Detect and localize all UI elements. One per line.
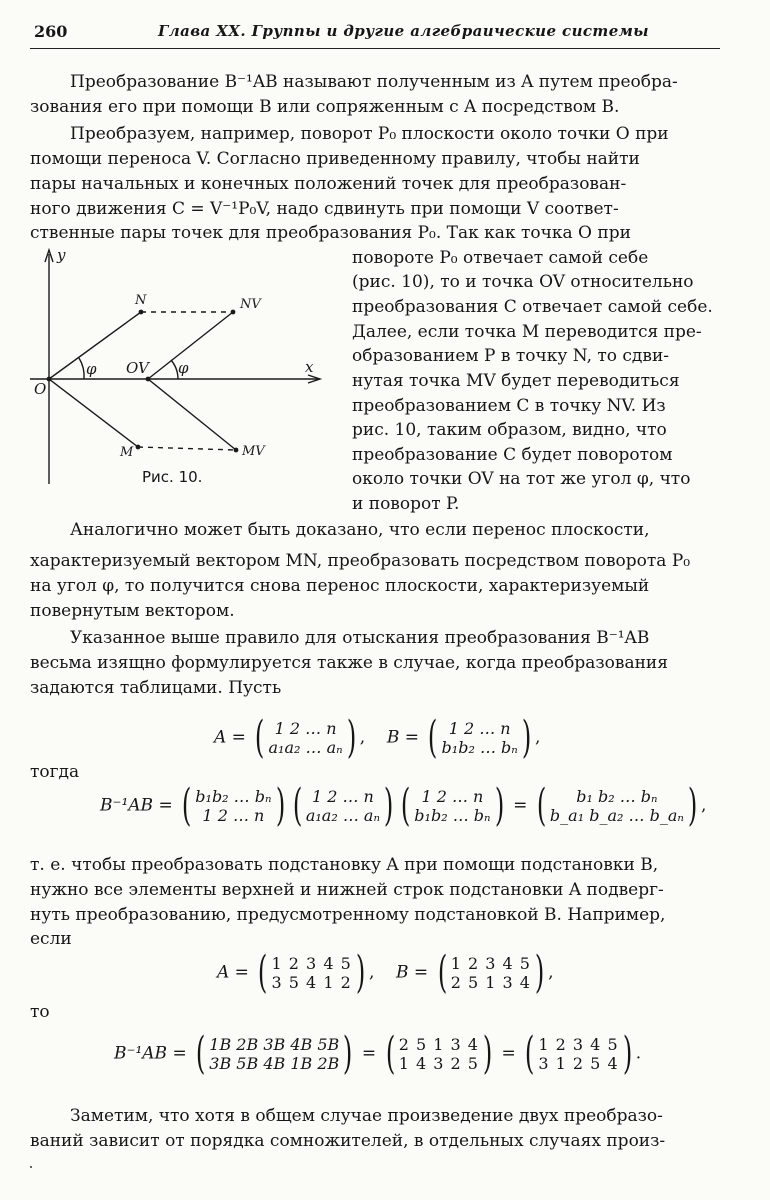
example-B-label: B = [395,962,429,983]
example-A-top: 1 2 3 4 5 [271,954,352,973]
r1-bottom: 3B 5B 4B 1B 2B [209,1054,340,1073]
r2-top: 2 5 1 3 4 [398,1035,479,1054]
example-A-bottom: 3 5 4 1 2 [271,973,352,992]
comma-4: , [368,962,375,983]
formula-example-result [114,1028,642,1079]
formula-A-label: A = [214,727,246,748]
p5-line3: задаются таблицами. Пусть [30,678,282,698]
matrix-m3: ( 1 2 … n b₁b₂ … bₙ ) [400,780,504,831]
m2-bottom: a₁a₂ … aₙ [305,806,380,825]
label-y: y [57,246,66,264]
label-OV: OV [126,359,149,377]
p3-line2: (рис. 10), то и точка OV относительно [352,272,694,292]
r1-top: 1B 2B 3B 4B 5B [209,1035,340,1054]
p3-line11: и поворот P. [352,494,460,514]
p2-line4: ного движения C = V⁻¹P₀V, надо сдвинуть при помощи V соответ- [30,199,619,219]
word-to: то [30,1002,50,1022]
matrix-example-A: ( 1 2 3 4 5 3 5 4 1 2 ) [258,947,366,998]
matrix-A-top: 1 2 … n [274,719,337,738]
matrix-A: ( 1 2 … n a₁a₂ … aₙ ) [255,712,356,763]
p6-line3: нуть преобразованию, предусмотренному подстановкой B. Например, [30,905,666,925]
matrix-r3: ( 1 2 3 4 5 3 1 2 5 4 ) [525,1028,632,1079]
figure-10 [28,244,333,494]
label-phi-2: φ [178,359,189,377]
m4-top: b₁ b₂ … bₙ [576,787,658,806]
matrix-m1: ( b₁b₂ … bₙ 1 2 … n ) [181,780,285,831]
p1-line2: зования его при помощи B или сопряженным с A посредством B. [30,97,620,117]
comma-1: , [359,727,366,748]
comma-5: , [548,962,554,983]
label-M: M [120,445,134,460]
angle-arc-O [79,358,84,379]
p3-line4: Далее, если точка M переводится пре- [352,322,702,342]
point-NV [231,310,236,315]
r3-bottom: 3 1 2 5 4 [538,1054,619,1073]
p3-line1: повороте P₀ отвечает самой себе [352,248,649,268]
ray-OV-NV [148,312,233,379]
p7-line2: ваний зависит от порядка сомножителей, в отдельных случаях произ- [30,1131,666,1151]
point-MV [234,448,239,453]
m2-top: 1 2 … n [311,787,374,806]
running-title: Глава XX. Группы и другие алгебраические системы [158,22,649,40]
formula-B-label: B = [386,727,419,748]
matrix-r1: ( 1B 2B 3B 4B 5B 3B 5B 4B 1B 2B ) [195,1028,353,1079]
comma-3: , [701,795,707,816]
angle-arc-OV [171,360,178,379]
label-MV: MV [242,444,265,459]
point-N [139,310,144,315]
p4-line2: характеризуемый вектором MN, преобразовать посредством поворота P₀ [30,551,691,571]
comma-2: , [534,727,541,748]
p5-line2: весьма изящно формулируется также в случае, когда преобразования [30,653,668,673]
label-x: x [305,358,314,376]
matrix-r2: ( 2 5 1 3 4 1 4 3 2 5 ) [385,1028,493,1079]
example-B-top: 1 2 3 4 5 [450,954,531,973]
page-header [30,20,720,49]
p2-line2: помощи переноса V. Согласно приведенному правилу, чтобы найти [30,149,640,169]
print-speck [30,1166,32,1168]
p3-line8: рис. 10, таким образом, видно, что [352,420,667,440]
r2-bottom: 1 4 3 2 5 [398,1054,479,1073]
r3-top: 1 2 3 4 5 [538,1035,619,1054]
p2-line3: пары начальных и конечных положений точек для преобразован- [30,174,627,194]
example-A-label: A = [217,962,249,983]
p4-line1: Аналогично может быть доказано, что если перенос плоскости, [70,520,650,540]
final-period: . [635,1043,642,1064]
equals-sign: = [513,795,528,816]
p3-line9: преобразование C будет поворотом [352,445,673,465]
p4-line3: на угол φ, то получится снова перенос плоскости, характеризуемый [30,576,650,596]
p2-line1: Преобразуем, например, поворот P₀ плоскости около точки O при [70,124,669,144]
label-N: N [135,293,147,308]
p6-line2: нужно все элементы верхней и нижней строк подстановки A подверг- [30,880,664,900]
p3-line7: преобразованием C в точку NV. Из [352,396,666,416]
p5-line1: Указанное выше правило для отыскания преобразования B⁻¹AB [70,628,650,648]
m4-bottom: b_a₁ b_a₂ … b_aₙ [549,806,684,825]
matrix-B: ( 1 2 … n b₁b₂ … bₙ ) [428,712,532,763]
formula-A-B [214,712,541,763]
p4-line4: повернутым вектором. [30,601,235,621]
m3-bottom: b₁b₂ … bₙ [414,806,491,825]
p3-line3: преобразования C отвечает самой себе. [352,297,713,317]
label-phi-1: φ [86,360,97,378]
equals-sign-3: = [501,1043,516,1064]
p3-line10: около точки OV на тот же угол φ, что [352,469,691,489]
m1-bottom: 1 2 … n [202,806,265,825]
matrix-m2: ( 1 2 … n a₁a₂ … aₙ ) [292,780,394,831]
p3-line6: нутая точка MV будет переводиться [352,371,680,391]
point-O [47,377,52,382]
matrix-A-bottom: a₁a₂ … aₙ [268,738,343,757]
page-number: 260 [34,22,68,41]
matrix-example-B: ( 1 2 3 4 5 2 5 1 3 4 ) [437,947,545,998]
m3-top: 1 2 … n [421,787,484,806]
dash-M-MV [138,447,236,450]
matrix-m4: ( b₁ b₂ … bₙ b_a₁ b_a₂ … b_aₙ ) [536,780,698,831]
figure-caption: Рис. 10. [142,468,203,486]
p7-line1: Заметим, что хотя в общем случае произведение двух преобразо- [70,1106,663,1126]
formula-example-A-B [217,947,554,998]
p6-line1: т. е. чтобы преобразовать подстановку A при помощи подстановки B, [30,855,659,875]
matrix-B-bottom: b₁b₂ … bₙ [441,738,518,757]
label-NV: NV [240,297,261,312]
ray-OV-MV [148,379,236,450]
m1-top: b₁b₂ … bₙ [195,787,272,806]
equals-sign-2: = [361,1043,377,1064]
point-M [136,445,141,450]
ray-OM [49,379,138,447]
p6-line4: если [30,929,72,949]
word-togda: тогда [30,762,80,782]
p2-line5: ственные пары точек для преобразования P₀. Так как точка O при [30,223,631,243]
example-B-bottom: 2 5 1 3 4 [450,973,531,992]
p1-line1: Преобразование B⁻¹AB называют полученным из A путем преобра- [70,72,678,92]
formula-BAB-label: B⁻¹AB = [100,795,173,816]
point-OV [146,377,151,382]
label-O: O [34,380,47,398]
matrix-B-top: 1 2 … n [448,719,511,738]
p3-line5: образованием P в точку N, то сдви- [352,346,670,366]
example-result-label: B⁻¹AB = [114,1043,187,1064]
formula-general [100,780,707,831]
